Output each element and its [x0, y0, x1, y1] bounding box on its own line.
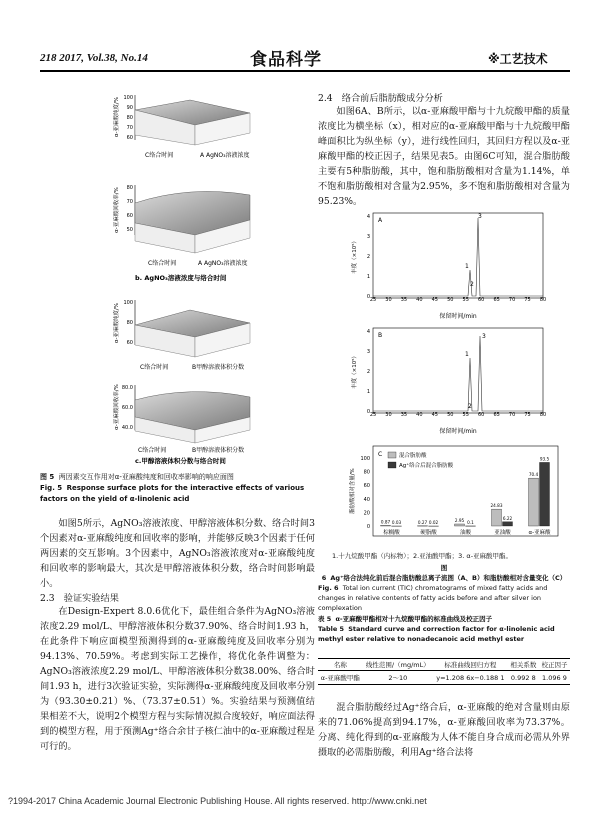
fig5-response-surfaces: [40, 85, 315, 465]
chrom-b-y-ticks: [367, 329, 370, 415]
y-tick-label: 40: [363, 496, 370, 503]
x-tick-label: 40: [416, 297, 423, 303]
fig6-figure: [318, 208, 570, 548]
z-tick: 60.0: [121, 405, 133, 411]
z-tick: 100: [123, 95, 133, 101]
x-tick-label: 70: [508, 412, 516, 418]
fig5-caption-en: Response surface plots for the interactive effects of various factors on the yield of α-linolenic acid: [40, 484, 305, 503]
plot-a-y-axis: A AgNO₃溶液浓度: [200, 152, 250, 159]
journal-name: 食品科学: [250, 50, 322, 70]
fig5-plot-d: [112, 384, 250, 465]
chrom-a-xlabel: 保留时间/min: [439, 313, 477, 320]
plot-c-x-axis: C络合时间: [140, 364, 169, 371]
x-tick-label: 25: [369, 412, 377, 418]
y-tick-label: 2: [366, 254, 370, 260]
plot-c-y-axis: B甲醇溶液体积分数: [192, 364, 245, 371]
chromatogram-b: [350, 328, 546, 435]
bar-value-label: 0.27: [417, 519, 428, 525]
fig6-label-cn: 图 6: [321, 564, 448, 582]
z-tick: 60: [126, 135, 133, 141]
x-tick-label: 45: [431, 297, 439, 303]
category-label: 棕榈酸: [383, 530, 400, 536]
paragraph-fig5-discussion: 如图5所示，AgNO₃溶液浓度、甲醇溶液体积分数、络合时间3个因素对α-亚麻酸纯度和回收率的影响，并能够反映3个因素于任何两因素的交互影响。3个因素中，AgNO₃溶液浓度对α-亚麻酸纯度和回收率的影响最大，其次是甲醇溶液体积分数，络合时间影响最小。: [40, 518, 315, 589]
y-tick-label: 4: [366, 329, 370, 335]
z-tick: 80: [126, 320, 133, 326]
y-tick-label: 0: [366, 524, 370, 530]
header-rule: [40, 70, 570, 72]
peak-label: 2: [468, 403, 472, 410]
legend-mixed: 混合脂肪酸: [399, 453, 427, 459]
fig6-caption-en: Total ion current (TIC) chromatograms of mixed fatty acids and changes in relative contents of fatty acids before and after silver ion complexation: [318, 584, 548, 612]
bar-c-y-ticks: [360, 456, 370, 530]
fig5-sub-b: b. AgNO₃溶液浓度与络合时间: [135, 274, 227, 282]
plot-b-x-axis: C络合时间: [148, 260, 177, 267]
bar: [492, 509, 502, 526]
bar-value-label: 24.83: [490, 503, 503, 509]
x-tick-label: 75: [524, 297, 531, 303]
table-cell: 1.096 9: [539, 671, 570, 685]
table-header: 线性范围/（mg/mL）: [363, 659, 433, 671]
x-tick-label: 30: [385, 297, 392, 303]
z-tick: 60: [126, 213, 133, 219]
fig5-caption: [40, 472, 315, 505]
z-tick: 80: [126, 115, 133, 121]
fig5-label-en: Fig. 5: [40, 484, 63, 492]
plot-b-z-axis: α-亚麻酸回收率/%: [114, 187, 120, 233]
table-header: 标准曲线回归方程: [433, 659, 508, 671]
y-tick-label: 2: [366, 369, 370, 375]
category-label: α-亚麻酸: [528, 530, 551, 536]
panel-a-label: A: [378, 217, 383, 224]
section-heading-2-4: 2.4 络合前后脂肪酸成分分析: [318, 93, 443, 104]
x-tick-label: 55: [462, 412, 469, 418]
y-tick-label: 1: [366, 389, 370, 395]
peak-label: 2: [470, 281, 474, 288]
table5: [318, 658, 570, 685]
z-tick: 50: [126, 227, 133, 233]
table5-caption-en: Standard curve and correction factor for α-linolenic acid methyl ester relative to nonadecanoic acid methyl ester: [318, 625, 555, 643]
plot-a-z-axis: α-亚麻酸纯度/%: [114, 96, 120, 138]
table-header-row: [318, 659, 570, 671]
peak-label: 1: [465, 351, 469, 358]
bar-value-label: 6.22: [502, 515, 513, 521]
y-tick-label: 4: [366, 214, 370, 220]
fig5-sub-c: c.甲醇溶液体积分数与络合时间: [135, 457, 226, 465]
table5-label-en: Table 5: [318, 625, 345, 633]
x-tick-label: 55: [462, 297, 469, 303]
bar-c-ylabel: 脂肪酸相对含量/%: [350, 468, 356, 514]
x-tick-label: 65: [493, 297, 500, 303]
x-tick-label: 60: [477, 412, 485, 418]
peak-label: 1: [465, 263, 469, 270]
x-tick-label: 75: [524, 412, 531, 418]
fig5-label-cn: 图 5: [40, 473, 55, 481]
panel-c-label: C: [378, 451, 383, 458]
table-header: 相关系数: [508, 659, 539, 671]
plot-b-y-axis: A AgNO₃溶液浓度: [198, 260, 248, 267]
y-tick-label: 0: [366, 409, 370, 415]
z-tick: 90: [126, 105, 133, 111]
table-cell: y=1.208 6x−0.188 1: [433, 671, 508, 685]
y-tick-label: 3: [366, 234, 370, 240]
z-tick: 100: [123, 300, 133, 306]
legend-swatch-mixed: [388, 452, 396, 458]
x-tick-label: 25: [369, 297, 377, 303]
bar-value-label: 2.95: [454, 517, 465, 523]
y-tick-label: 80: [363, 469, 370, 476]
table-row: [318, 671, 570, 685]
paragraph-fatty-acid-analysis: 如图6A、B所示，以α-亚麻酸甲酯与十九烷酸甲酯的质量浓度比为横坐标（x），相对应的α-亚麻酸甲酯与十九烷酸甲酯峰面积比为纵坐标（y），进行线性回归，其回归方程以及α-亚麻酸甲酯的校正因子，结果见表5。由图6C可知，混合脂肪酸主要有5种脂肪酸，其中，饱和脂肪酸相对含量为1.14%，单不饱和脂肪酸相对含量为2.95%，多不饱和脂肪酸相对含量为95.23%。: [318, 106, 570, 207]
y-tick-label: 100: [360, 456, 370, 462]
bar: [455, 524, 465, 526]
fig6-label-en: Fig. 6: [318, 584, 339, 592]
x-tick-label: 50: [447, 297, 454, 303]
paragraph-complexation-result: 混合脂肪酸经过Ag⁺络合后，α-亚麻酸的绝对含量则由原来的71.06%提高到94.17%，α-亚麻酸回收率为73.37%。分离、纯化得到的α-亚麻酸为人体不能自身合成而必需从外界摄取的必需脂肪酸，利用Ag⁺络合法将: [318, 702, 570, 758]
bar: [503, 522, 513, 526]
page-header-info: 218 2017, Vol.38, No.14: [40, 52, 148, 64]
legend-complexed: Ag⁺络合后混合脂肪酸: [399, 463, 454, 469]
plot-c-z-ticks: [123, 300, 133, 346]
chrom-a-ylabel: 丰度（×10⁵）: [352, 238, 358, 274]
table-cell: 2～10: [363, 671, 433, 685]
fig6-peak-legend: 1.十九烷酸甲酯（内标物）；2.亚油酸甲酯；3. α-亚麻酸甲酯。: [332, 552, 513, 560]
chrom-a-trace: [373, 218, 543, 296]
plot-a-x-axis: C络合时间: [145, 152, 174, 159]
table-header: 校正因子: [539, 659, 570, 671]
y-tick-label: 60: [363, 483, 370, 490]
fig5-plot-b: [112, 185, 250, 282]
fig6-caption-cn: Ag⁺络合法纯化前后混合脂肪酸总离子流图（A、B）和脂肪酸相对含量变化（C）: [330, 574, 567, 582]
chrom-b-xlabel: 保留时间/min: [439, 428, 477, 435]
plot-d-y-axis: B甲醇溶液体积分数: [192, 447, 245, 454]
table5-caption-cn: α-亚麻酸甲酯相对十九烷酸甲酯的标准曲线及校正因子: [335, 615, 493, 623]
legend: [388, 451, 454, 469]
fig5-caption-cn: 两因素交互作用对α-亚麻酸纯度和回收率影响的响应面图: [58, 473, 234, 481]
plot-d-x-axis: C络合时间: [138, 447, 167, 454]
peak-label: 3: [482, 333, 486, 340]
table5-label-cn: 表 5: [318, 615, 332, 623]
x-tick-label: 50: [447, 412, 454, 418]
fig5-plot-c: [112, 300, 250, 371]
x-tick-label: 80: [539, 297, 547, 303]
z-tick: 80: [126, 185, 133, 191]
plot-a-z-ticks: [123, 95, 133, 141]
plot-c-z-axis: α-亚麻酸纯度/%: [114, 302, 120, 344]
x-tick-label: 35: [400, 412, 408, 418]
panel-b-label: B: [378, 332, 383, 339]
paragraph-validation: 在Design-Expert 8.0.6优化下，最佳组合条件为AgNO₃溶液浓度2.29 mol/L、甲醇溶液体积分数37.90%、络合时间1.93 h，在此条件下响应面模型预测得到的α-亚麻酸纯度及回收率分别为94.13%、70.59%。考虑到实际工艺操作，将优化条件调整为：AgNO₃溶液浓度2.29 mol/L、甲醇溶液体积分数38.00%、络合时间1.93 h，进行3次验证实验，实际测得α-亚麻酸纯度及回收率分别为（93.30±0.21）%、（73.37±0.51）%。实验结果与预测值结果相差不大，说明2个模型方程与实际情况拟合度较好，响应面法得到的模型方程，用于预测Ag⁺络合余甘子核仁油中的α-亚麻酸过程是可行的。: [40, 606, 315, 752]
z-tick: 70: [126, 125, 133, 131]
table5-caption: [318, 614, 570, 644]
bar-value-label: 70.4: [528, 472, 539, 478]
legend-swatch-complexed: [388, 462, 396, 468]
bar: [381, 525, 391, 526]
category-label: 硬脂酸: [420, 530, 437, 536]
category-label: 油酸: [459, 530, 472, 536]
x-tick-label: 65: [493, 412, 500, 418]
table-cell: α-亚麻酸甲酯: [318, 671, 363, 685]
x-tick-label: 60: [477, 297, 485, 303]
column-name: ※工艺技术: [488, 52, 548, 66]
z-tick: 70: [126, 199, 133, 205]
peak-label: 3: [478, 213, 482, 220]
chromatogram-a: [350, 213, 546, 320]
bar-value-label: 0.87: [380, 519, 391, 525]
bar-value-label: 0.03: [391, 519, 402, 525]
x-tick-label: 35: [400, 297, 408, 303]
table-header: 名称: [318, 659, 363, 671]
z-tick: 80.0: [121, 385, 133, 391]
x-tick-label: 40: [416, 412, 423, 418]
chrom-b-ylabel: 丰度（×10⁵）: [352, 353, 358, 389]
y-tick-label: 20: [363, 510, 370, 517]
bar: [540, 462, 550, 526]
x-tick-label: 80: [539, 412, 547, 418]
bar-value-label: 0.02: [428, 519, 439, 525]
plot-d-z-axis: α-亚麻酸回收率/%: [114, 384, 120, 430]
z-tick: 60: [126, 340, 133, 346]
plot-b-z-ticks: [127, 185, 133, 233]
plot-d-z-ticks: [122, 385, 133, 431]
chrom-b-trace: [373, 336, 543, 411]
bar: [529, 478, 539, 526]
bar-value-label: 93.5: [539, 456, 550, 462]
y-tick-label: 1: [366, 274, 370, 280]
copyright-footer: ?1994-2017 China Academic Journal Electronic Publishing House. All rights reserved. http://www.cnki.net: [8, 796, 427, 806]
z-tick: 40.0: [121, 425, 133, 431]
chrom-a-y-ticks: [367, 214, 370, 300]
section-heading-2-3: 2.3 验证实验结果: [40, 593, 119, 604]
x-tick-label: 30: [385, 412, 392, 418]
bar-chart-c: [348, 446, 558, 536]
bar-value-label: 0.1: [467, 519, 474, 525]
y-tick-label: 3: [366, 349, 370, 355]
fig5-plot-a: [112, 95, 250, 159]
category-label: 亚油酸: [494, 530, 511, 536]
y-tick-label: 0: [366, 294, 370, 300]
x-tick-label: 45: [431, 412, 439, 418]
fig6-caption: [318, 563, 570, 613]
table-cell: 0.992 8: [508, 671, 539, 685]
x-tick-label: 70: [508, 297, 516, 303]
